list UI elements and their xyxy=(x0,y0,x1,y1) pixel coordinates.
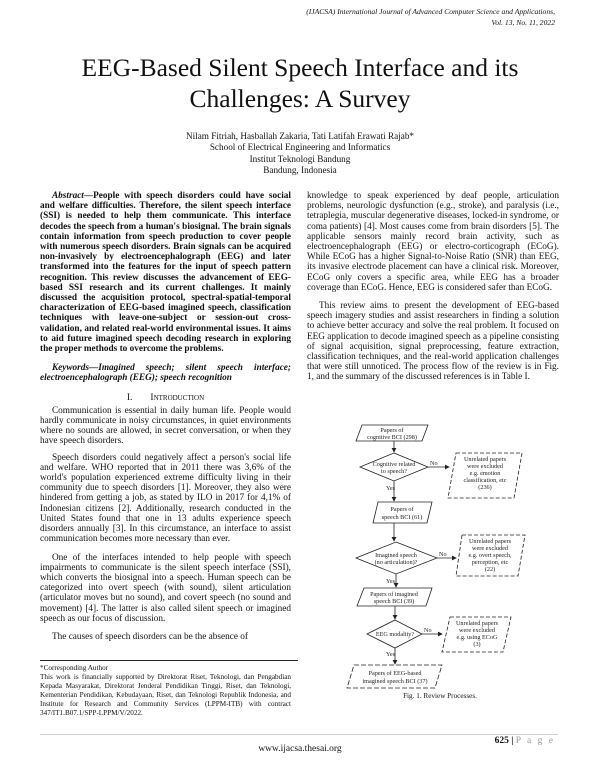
figure-caption: Fig. 1. Review Processes. xyxy=(403,692,477,700)
excluded-3-label: were excluded xyxy=(459,627,495,634)
abstract-text: People with speech disorders could have social and welfare difficulties. Therefore, the silent speech interface (SSI) is needed to help them communicate. This interface decodes the speech from a human's biosignal. The brain signals contain information from speech production to cover people with numerous speech disorders. Brain signals can be acquired non-invasively by electroencephalograph (EEG) and later transformed into the features for the input of speech pattern recognition. This review discusses the advancement of EEG-based SSI research and its current challenges. It mainly discussed the acquisition protocol, spectral-spatial-temporal characterization of EEG-based imagined speech, classification techniques with leave-one-subject or session-out cross-validation, and related real-world environmental issues. It aims to aid future imagined speech decoding research in exploring the proper methods to overcome the problems. xyxy=(40,191,291,355)
no-label: No xyxy=(430,460,438,467)
affiliation-school: School of Electrical Engineering and Informatics xyxy=(209,142,391,153)
right-paragraph-1: knowledge to speak experienced by deaf people, articulation problems, neurologic dysfunction (e.g., stroke), and paralysis (i.e., tetraplegia, muscular degenerative diseases, locked-in syndrome, or coma patients) [4]. Most causes come from brain disorders [5]. The applicable sensors mainly record brain activity, such as electroencephalograph (EEG) or electro-corticograph (ECoG). While ECoG has a higher Signal-to-Noise Ratio (SNR) than EEG, its invasive electrode placement can have a clinical risk. Moreover, ECoG only covers a specific area, while EEG has a broader coverage than ECoG. Hence, EEG is considered safer than ECoG. xyxy=(307,191,559,293)
no-label: No xyxy=(439,551,447,558)
yes-label: Yes xyxy=(386,651,396,658)
excluded-2-label: (22) xyxy=(484,566,496,573)
excluded-3-label: Unrelated papers xyxy=(455,620,499,627)
decision-2-label: Imagined speech xyxy=(375,552,417,559)
journal-name: (IJACSA) International Journal of Advanced Computer Science and Applications, xyxy=(306,7,555,16)
excluded-1-label: (236) xyxy=(478,484,492,491)
excluded-1-label: e.g. emotion xyxy=(469,470,501,477)
intro-paragraph-2: Speech disorders could negatively affect a person's social life and welfare. WHO reported that in 2011 there was 3,6% of the world's population experienced extreme difficulty living in their community due to speech disorders [1]. Moreover, they also were hindered from getting a job, as stated by ILO in 2017 for 4,1% of Indonesian citizens [2]. Additionally, research conducted in the United States found that one in 13 adults experience speech disorders annually [3]. In this circumstance, an interface to assist communication becomes more necessary than ever. xyxy=(40,452,291,545)
title-line-1: EEG-Based Silent Speech Interface and its xyxy=(81,53,519,82)
funding-note: This work is financially supported by Direktorat Riset, Teknologi, dan Pengabdian Kepada Masyarakat, Direktorat Jenderal Pendidikan Tinggi, Riset, dan Teknologi, Kementerian Pendidikan, Kebudayaan, Riset, dan Teknologi Republik Indonesia, and Institute for Research and Community Services (LPPM-ITB) with contract 347/IT1.B07.1/SPP-LPPM/V/2022. xyxy=(40,673,291,718)
affiliation-institute: Institut Teknologi Bandung xyxy=(249,153,351,164)
keywords-label: Keywords— xyxy=(52,363,99,374)
excluded-2-label: were excluded xyxy=(472,545,508,552)
keywords-text: Imagined speech; silent speech interface; electroencephalograph (EEG); speech recognition xyxy=(40,363,291,384)
step-2-label: speech BCI (61) xyxy=(381,514,423,521)
affiliation-location: Bandung, Indonesia xyxy=(263,164,337,175)
corresponding-author-note: *Corresponding Author xyxy=(40,664,109,672)
start-label: Papers of xyxy=(380,427,404,434)
title-line-2: Challenges: A Survey xyxy=(189,84,411,113)
excluded-3-label: e.g. using ECoG xyxy=(456,634,498,641)
decision-1-label: Cognitive related xyxy=(372,461,416,468)
step-3-label: speech BCI (39) xyxy=(373,598,415,605)
no-label: No xyxy=(424,627,432,634)
decision-3-label: EEG modality? xyxy=(375,631,415,638)
decision-1-label: to speech? xyxy=(381,468,407,475)
yes-label: Yes xyxy=(386,485,396,492)
page-separator: | xyxy=(511,736,514,746)
author-names: Nilam Fitriah, Hasballah Zakaria, Tati Latifah Erawati Rajab* xyxy=(185,131,415,141)
excluded-3-label: (3) xyxy=(473,641,481,648)
intro-paragraph-3: One of the interfaces intended to help people with speech impairments to communicate is the silent speech interface (SSI), which converts the biosignal into a speech. Human speech can be categorized into overt speech (with sound), silent articulation (articulator moves but no sound), and covert speech (no sound and movement) [4]. The latter is also called silent speech or imagined speech as our focus of discussion. xyxy=(40,552,291,624)
start-label: cognitive BCI (298) xyxy=(367,434,417,441)
excluded-2-label: e.g. overt speech, xyxy=(468,552,512,559)
step-3-label: Papers of imagined xyxy=(370,591,418,598)
journal-volume: Vol. 13, No. 11, 2022 xyxy=(491,18,555,27)
excluded-1-label: Unrelated papers xyxy=(463,456,507,463)
right-paragraph-2: This review aims to present the development of EEG-based speech imagery studies and assist researchers in finding a solution to achieve better accuracy and solve the real problem. It focused on EEG application to decode imagined speech as a pipeline consisting of signal acquisition, signal preprocessing, feature extraction, classification techniques, and the real-world application challenges that were still unnoticed. The process flow of the review is in Fig. 1, and the summary of the discussed references is in Table I. xyxy=(307,301,559,383)
yes-label: Yes xyxy=(386,578,396,585)
footer-divider xyxy=(40,734,558,735)
section-number: I. xyxy=(126,392,133,403)
journal-website[interactable]: www.ijacsa.thesai.org xyxy=(258,744,342,754)
intro-paragraph-1: Communication is essential in daily human life. People would hardly communicate in noisy circumstances, in quiet environments where no sounds are allowed, in secret conversation, or when they have speech disorders. xyxy=(40,405,291,447)
page-label: P a g e xyxy=(515,736,555,746)
excluded-2-label: perception, etc xyxy=(471,559,509,566)
page-number-value: 625 xyxy=(494,736,509,746)
intro-paragraph-4: The causes of speech disorders can be the absence of xyxy=(52,631,248,642)
final-label: Papers of EEG-based xyxy=(368,670,422,677)
decision-2-label: (no articulation)? xyxy=(374,559,418,566)
excluded-1-label: classification, etc xyxy=(463,477,507,484)
final-label: imagined speech BCI (37) xyxy=(362,678,428,685)
excluded-1-label: were excluded xyxy=(467,463,503,470)
section-title: Introduction xyxy=(150,392,205,403)
page-number xyxy=(495,736,555,746)
abstract-label: Abstract— xyxy=(52,191,94,201)
excluded-2-label: Unrelated papers xyxy=(468,538,512,545)
step-2-label: Papers of xyxy=(390,506,414,513)
